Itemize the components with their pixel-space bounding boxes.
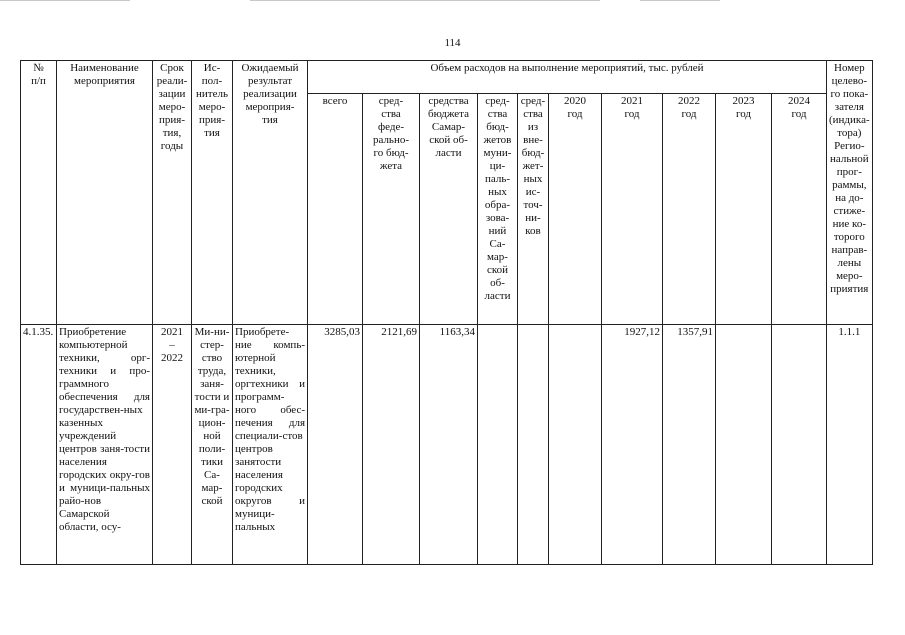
subheader-2021: 2021 год: [602, 94, 663, 325]
page-number: 114: [444, 37, 461, 49]
row-name: Приобретение компьютерной техники, орг-техники и про-граммного обеспечения для государствен-ных казенных учреждений центров заня-тости населения городских окру-гов и муници-пальных райо-нов Самарской области, осу-: [57, 325, 153, 565]
row-municipal: [478, 325, 518, 565]
subheader-extrabudget: сред- ства из вне- бюд- жет- ных ис- точ- ни- ков: [518, 94, 549, 325]
subheader-total: всего: [308, 94, 363, 325]
row-num: 4.1.35.: [21, 325, 57, 565]
row-2022: 1357,91: [663, 325, 716, 565]
header-term: Срок реали- зации меро- прия- тия, годы: [153, 61, 192, 325]
row-2024: [772, 325, 827, 565]
subheader-regional: средства бюджета Самар- ской об- ласти: [420, 94, 478, 325]
table-row: [21, 325, 873, 565]
header-num: № п/п: [21, 61, 57, 325]
subheader-2020: 2020 год: [549, 94, 602, 325]
expenditure-table: [20, 60, 873, 565]
row-extrabudget: [518, 325, 549, 565]
header-result: Ожидаемый результат реализации мероприя- тия: [233, 61, 308, 325]
subheader-municipal: сред- ства бюд- жетов муни- ци- паль- ных обра- зова- ний Са- мар- ской об- ласти: [478, 94, 518, 325]
subheader-2024: 2024 год: [772, 94, 827, 325]
row-2021: 1927,12: [602, 325, 663, 565]
row-indicator: 1.1.1: [827, 325, 873, 565]
row-executor: Ми-ни-стер-ство труда, заня-тости и ми-гра-цион-ной поли-тики Са-мар-ской: [192, 325, 233, 565]
subheader-federal: сред- ства феде- рально- го бюд- жета: [363, 94, 420, 325]
row-regional: 1163,34: [420, 325, 478, 565]
row-result: Приобрете-ние компь-ютерной техники, оргтехники и программ-ного обес-печения для специали-стов центров занятости населения городских округов и муници-пальных: [233, 325, 308, 565]
header-name: Наименование мероприятия: [57, 61, 153, 325]
header-row: [21, 61, 873, 94]
row-federal: 2121,69: [363, 325, 420, 565]
row-term: 2021 – 2022: [153, 325, 192, 565]
row-2023: [716, 325, 772, 565]
header-executor: Ис- пол- нитель меро- прия- тия: [192, 61, 233, 325]
header-indicator: Номер целево- го пока- зателя (индика- тора) Регио- нальной прог- раммы, на до- стиже- ние ко- торого направ- лены меро- приятия: [827, 61, 873, 325]
subheader-2022: 2022 год: [663, 94, 716, 325]
header-volume: Объем расходов на выполнение мероприятий, тыс. рублей: [308, 61, 827, 94]
subheader-2023: 2023 год: [716, 94, 772, 325]
row-total: 3285,03: [308, 325, 363, 565]
row-2020: [549, 325, 602, 565]
